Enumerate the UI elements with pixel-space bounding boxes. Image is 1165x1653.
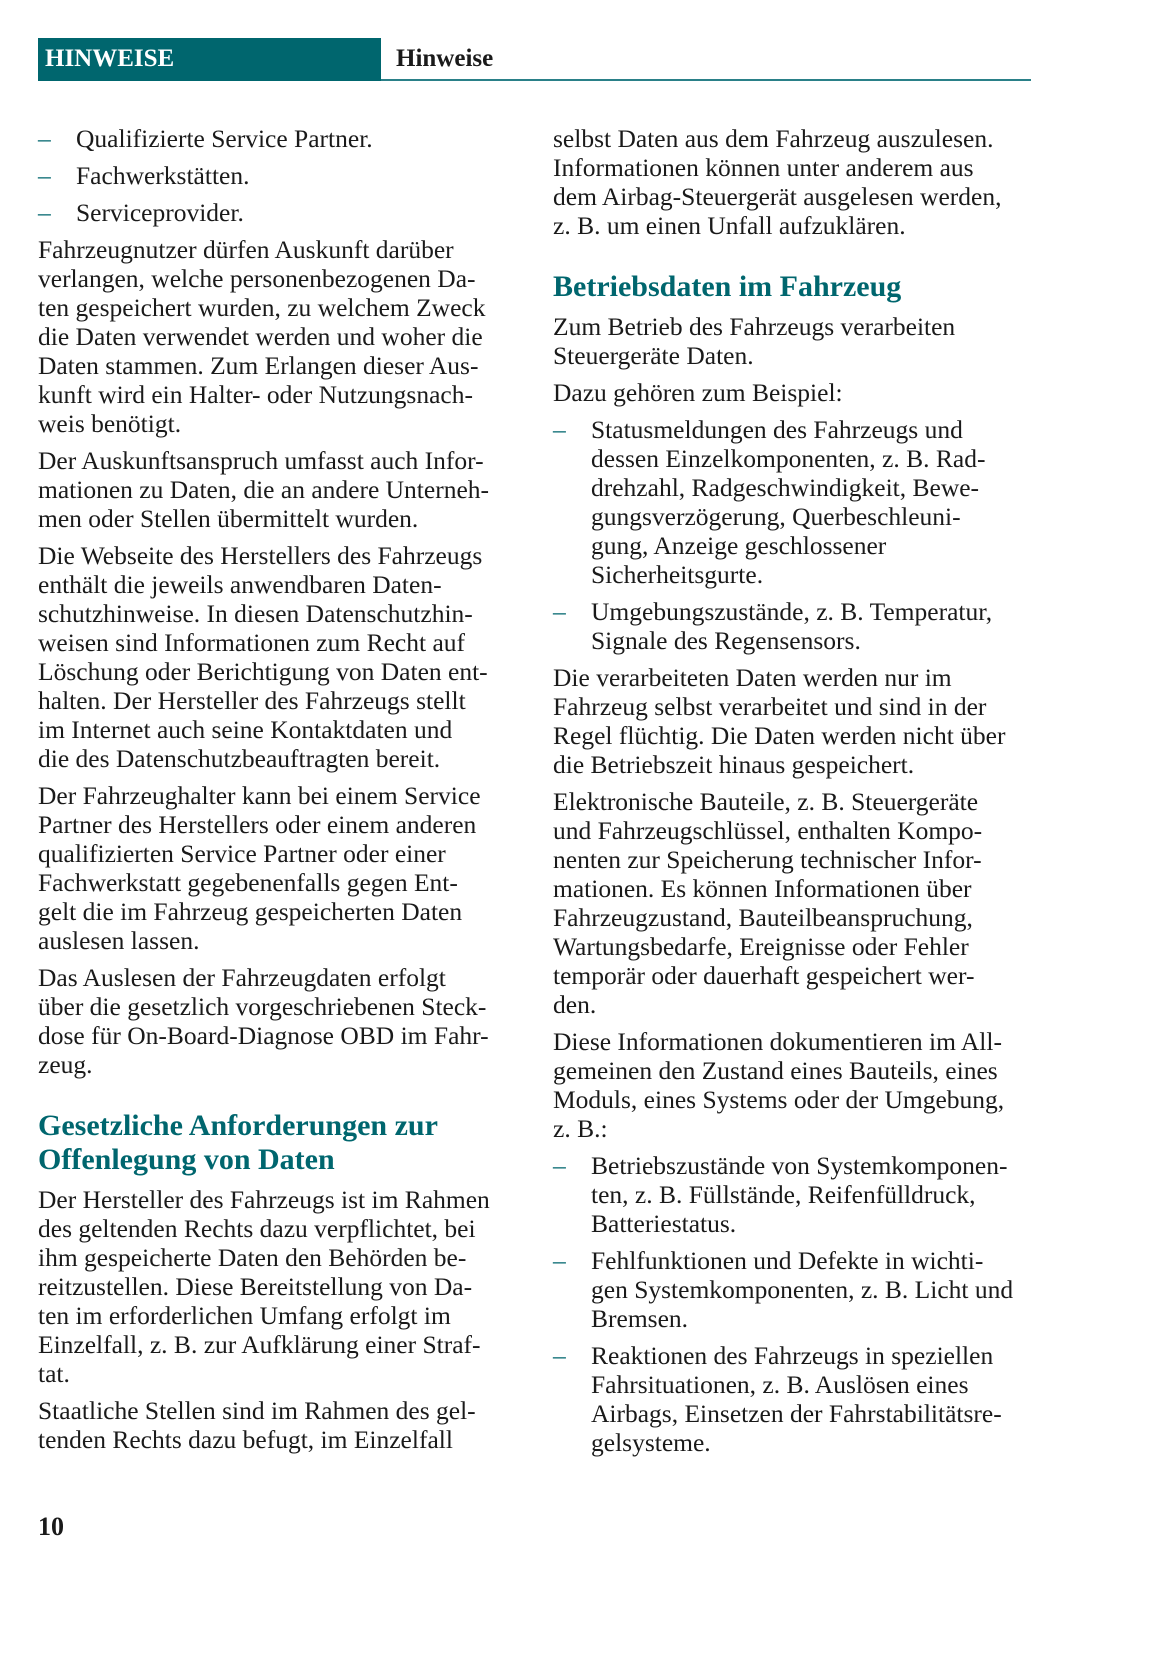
paragraph: Staatliche Stellen sind im Rahmen des gel- tenden Rechts dazu befugt, im Einzelfall — [38, 1396, 476, 1454]
list-text: Qualifizierte Service Partner. — [76, 124, 373, 153]
list-item — [553, 597, 1038, 655]
bullet-dash: – — [553, 415, 566, 444]
paragraph: Elektronische Bauteile, z. B. Steuergeräte und Fahrzeugschlüssel, enthalten Kompo- nenten zur Speicherung technischer Infor- mationen. Es können Informationen über Fahrzeugzustand, Bauteilbeanspruchung, Wartungsbedarfe, Ereignisse oder Fehler temporär oder dauerhaft gespeichert wer- den. — [553, 787, 983, 1019]
header-rule — [381, 79, 1031, 81]
section-heading: Gesetzliche Anforderungen zur Offenlegung von Daten — [38, 1109, 438, 1176]
bullet-dash: – — [553, 597, 566, 626]
section-heading: Betriebsdaten im Fahrzeug — [553, 270, 902, 303]
right-column — [553, 124, 1038, 1465]
list-text: Reaktionen des Fahrzeugs in speziellen Fahrsituationen, z. B. Auslösen eines Airbags, Einsetzen der Fahrstabilitätsre- gelsysteme. — [591, 1341, 1002, 1457]
left-column — [38, 124, 523, 1462]
list-text: Betriebszustände von Systemkomponen- ten, z. B. Füllstände, Reifenfülldruck, Batteriestatus. — [591, 1151, 1008, 1238]
paragraph: Dazu gehören zum Beispiel: — [553, 378, 843, 407]
section-tab — [38, 38, 381, 81]
list-text: Statusmeldungen des Fahrzeugs und dessen Einzelkomponenten, z. B. Rad- drehzahl, Radgeschwindigkeit, Bewe- gungsverzögerung, Querbeschleuni- gung, Anzeige geschlossener Sicherheitsgurte. — [591, 415, 986, 589]
list-item — [38, 198, 523, 227]
bullet-dash: – — [38, 124, 51, 153]
section-label: HINWEISE — [45, 45, 175, 72]
paragraph: Diese Informationen dokumentieren im All- gemeinen den Zustand eines Bauteils, eines Moduls, eines Systems oder der Umgebung, z. B.: — [553, 1027, 1005, 1143]
paragraph: Die Webseite des Herstellers des Fahrzeugs enthält die jeweils anwendbaren Daten- schutzhinweise. In diesen Datenschutzhin- weisen sind Informationen zum Recht auf Löschung oder Berichtigung von Daten ent- halten. Der Hersteller des Fahrzeugs stellt im Internet auch seine Kontaktdaten und die des Datenschutzbeauftragten bereit. — [38, 541, 488, 773]
paragraph: Fahrzeugnutzer dürfen Auskunft darüber verlangen, welche personenbezogenen Da- ten gespeichert wurden, zu welchem Zweck die Daten verwendet werden und woher die Daten stammen. Zum Erlangen dieser Aus- kunft wird ein Halter- oder Nutzungsnach- weis benötigt. — [38, 235, 486, 438]
paragraph: Das Auslesen der Fahrzeugdaten erfolgt über die gesetzlich vorgeschriebenen Steck- dose für On-Board-Diagnose OBD im Fahr- zeug. — [38, 963, 489, 1079]
paragraph: Zum Betrieb des Fahrzeugs verarbeiten Steuergeräte Daten. — [553, 312, 956, 370]
bullet-dash: – — [553, 1246, 566, 1275]
list-text: Fachwerkstätten. — [76, 161, 250, 190]
bullet-dash: – — [553, 1341, 566, 1370]
paragraph: Der Auskunftsanspruch umfasst auch Infor- mationen zu Daten, die an andere Unterneh- men oder Stellen übermittelt wurden. — [38, 446, 490, 533]
paragraph: Der Hersteller des Fahrzeugs ist im Rahmen des geltenden Rechts dazu verpflichtet, bei ihm gespeicherte Daten den Behörden be- reitzustellen. Diese Bereitstellung von Da- ten im erforderlichen Umfang erfolgt im Einzelfall, z. B. zur Aufklärung einer Straf- tat. — [38, 1185, 490, 1388]
paragraph: Der Fahrzeughalter kann bei einem Service Partner des Herstellers oder einem anderen qualifizierten Service Partner oder einer Fachwerkstatt gegebenenfalls gegen Ent- gelt die im Fahrzeug gespeicherten Daten auslesen lassen. — [38, 781, 481, 955]
list-item — [553, 1151, 1038, 1238]
list-item — [553, 415, 1038, 589]
running-title: Hinweise — [396, 45, 494, 72]
bullet-dash: – — [38, 198, 51, 227]
list-item — [38, 124, 523, 153]
paragraph: Die verarbeiteten Daten werden nur im Fahrzeug selbst verarbeitet und sind in der Regel flüchtig. Die Daten werden nicht über die Betriebszeit hinaus gespeichert. — [553, 663, 1006, 779]
list-text: Umgebungszustände, z. B. Temperatur, Signale des Regensensors. — [591, 597, 993, 655]
list-item — [553, 1246, 1038, 1333]
list-text: Serviceprovider. — [76, 198, 244, 227]
bullet-dash: – — [38, 161, 51, 190]
list-item — [553, 1341, 1038, 1457]
page-number: 10 — [38, 1512, 64, 1541]
paragraph: selbst Daten aus dem Fahrzeug auszulesen. Informationen können unter anderem aus dem Airbag-Steuergerät ausgelesen werden, z. B. um einen Unfall aufzuklären. — [553, 124, 1002, 240]
bullet-dash: – — [553, 1151, 566, 1180]
list-text: Fehlfunktionen und Defekte in wichti- gen Systemkomponenten, z. B. Licht und Bremsen. — [591, 1246, 1014, 1333]
list-item — [38, 161, 523, 190]
